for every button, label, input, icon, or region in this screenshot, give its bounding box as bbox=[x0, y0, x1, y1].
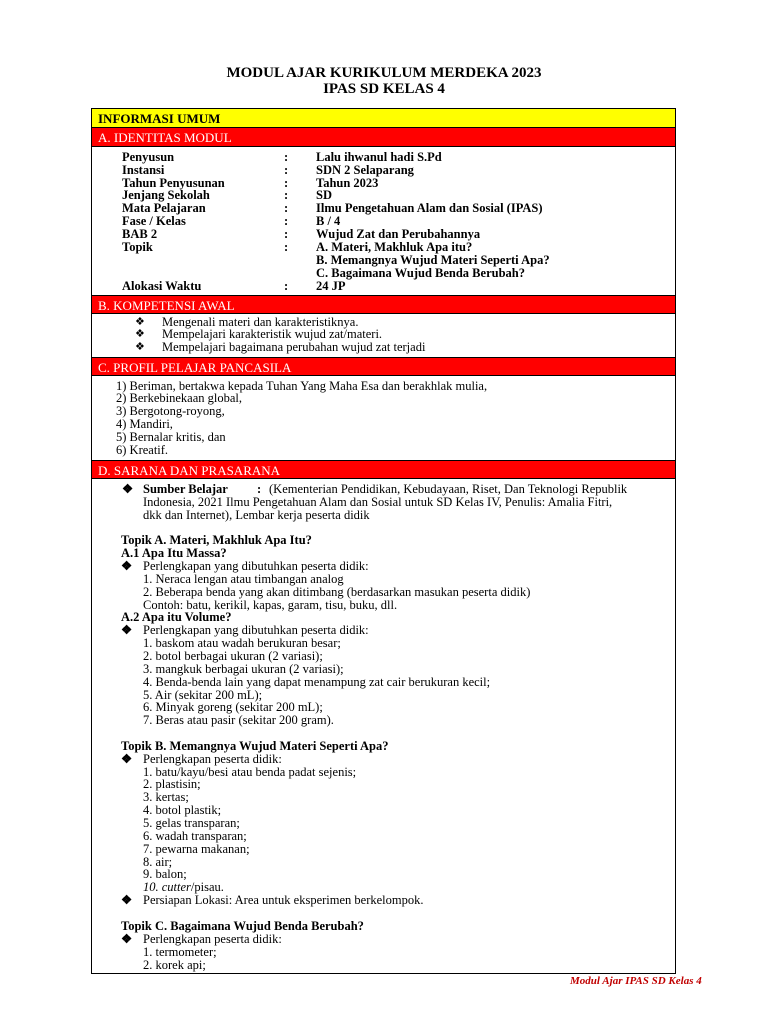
identitas-label: Fase / Kelas bbox=[122, 214, 186, 228]
cutter-rest-text: /pisau. bbox=[190, 880, 224, 894]
identitas-colon: : bbox=[284, 150, 289, 164]
identitas-label: Penyusun bbox=[122, 150, 175, 164]
bullet-icon: ❖ bbox=[121, 559, 133, 573]
list-item: Perlengkapan yang dibutuhkan peserta didik: bbox=[143, 623, 369, 637]
bullet-icon: ❖ bbox=[135, 316, 145, 328]
identitas-label: BAB 2 bbox=[122, 227, 158, 241]
identitas-label: Instansi bbox=[122, 163, 165, 177]
list-item: 6. Minyak goreng (sekitar 200 mL); bbox=[143, 700, 323, 714]
list-item: 3. mangkuk berbagai ukuran (2 variasi); bbox=[143, 662, 344, 676]
list-item: 9. balon; bbox=[143, 867, 187, 881]
bullet-icon: ❖ bbox=[121, 893, 133, 907]
identitas-colon: : bbox=[284, 176, 289, 190]
identitas-colon: : bbox=[284, 227, 289, 241]
list-item: Perlengkapan peserta didik: bbox=[143, 752, 282, 766]
list-item: 5. gelas transparan; bbox=[143, 816, 240, 830]
list-item: 1) Beriman, bertakwa kepada Tuhan Yang Maha Esa dan berakhlak mulia, bbox=[116, 379, 488, 393]
list-item: 4. botol plastik; bbox=[143, 803, 222, 817]
topik-b-title: Topik B. Memangnya Wujud Materi Seperti Apa? bbox=[121, 739, 389, 753]
identitas-colon: : bbox=[284, 279, 289, 293]
list-item: Mengenali materi dan karakteristiknya. bbox=[162, 315, 359, 329]
identitas-value: Lalu ihwanul hadi S.Pd bbox=[316, 150, 442, 164]
identitas-label: Jenjang Sekolah bbox=[122, 188, 210, 202]
cutter-italic-text: 10. cutter bbox=[143, 880, 191, 894]
page-footer: Modul Ajar IPAS SD Kelas 4 bbox=[570, 975, 702, 987]
list-item: 1. Neraca lengan atau timbangan analog bbox=[143, 572, 344, 586]
list-item: 5. Air (sekitar 200 mL); bbox=[143, 688, 263, 702]
topik-a2-title: A.2 Apa itu Volume? bbox=[121, 610, 232, 624]
list-item: 6) Kreatif. bbox=[116, 443, 169, 457]
sumber-label: Sumber Belajar bbox=[143, 482, 228, 496]
list-item: 2. botol berbagai ukuran (2 variasi); bbox=[143, 649, 323, 663]
list-item: 6. wadah transparan; bbox=[143, 829, 247, 843]
identitas-label: Mata Pelajaran bbox=[122, 201, 206, 215]
identitas-label: Tahun Penyusunan bbox=[122, 176, 225, 190]
list-item: 7. Beras atau pasir (sekitar 200 gram). bbox=[143, 713, 334, 727]
list-item: Contoh: batu, kerikil, kapas, garam, tisu, buku, dll. bbox=[143, 598, 398, 612]
identitas-value: B / 4 bbox=[316, 214, 341, 228]
identitas-colon: : bbox=[284, 163, 289, 177]
list-item: 8. air; bbox=[143, 855, 173, 869]
list-item: Mempelajari karakteristik wujud zat/materi. bbox=[162, 327, 383, 341]
identitas-value: Tahun 2023 bbox=[316, 176, 379, 190]
bullet-icon: ❖ bbox=[121, 932, 133, 946]
document-subtitle: IPAS SD KELAS 4 bbox=[323, 81, 445, 97]
identitas-label: Topik bbox=[122, 240, 153, 254]
list-item: 7. pewarna makanan; bbox=[143, 842, 250, 856]
identitas-value: Wujud Zat dan Perubahannya bbox=[316, 227, 481, 241]
sumber-text: (Kementerian Pendidikan, Kebudayaan, Riset, Dan Teknologi Republik bbox=[269, 482, 628, 496]
list-item: 1. batu/kayu/besi atau benda padat sejenis; bbox=[143, 765, 357, 779]
identitas-value: C. Bagaimana Wujud Benda Berubah? bbox=[316, 266, 525, 280]
document-title: MODUL AJAR KURIKULUM MERDEKA 2023 bbox=[226, 65, 542, 81]
list-item: Perlengkapan yang dibutuhkan peserta didik: bbox=[143, 559, 369, 573]
bullet-icon: ❖ bbox=[121, 623, 133, 637]
sumber-text: dkk dan Internet), Lembar kerja peserta didik bbox=[143, 508, 370, 522]
sumber-text: Indonesia, 2021 Ilmu Pengetahuan Alam dan Sosial untuk SD Kelas IV, Penulis: Amalia Fitri, bbox=[143, 495, 613, 509]
identitas-value: 24 JP bbox=[316, 279, 346, 293]
identitas-value: B. Memangnya Wujud Materi Seperti Apa? bbox=[316, 253, 550, 267]
identitas-value: Ilmu Pengetahuan Alam dan Sosial (IPAS) bbox=[316, 201, 543, 215]
list-item: 5) Bernalar kritis, dan bbox=[116, 430, 226, 444]
section-profil-pelajar: C. PROFIL PELAJAR PANCASILA bbox=[92, 357, 675, 376]
section-kompetensi-awal: B. KOMPETENSI AWAL bbox=[92, 295, 675, 314]
section-informasi-umum: INFORMASI UMUM bbox=[92, 109, 675, 128]
identitas-colon: : bbox=[284, 240, 289, 254]
section-sarana-prasarana: D. SARANA DAN PRASARANA bbox=[92, 460, 675, 479]
list-item: 2. korek api; bbox=[143, 958, 206, 972]
identitas-value: A. Materi, Makhluk Apa itu? bbox=[316, 240, 473, 254]
topik-a1-title: A.1 Apa Itu Massa? bbox=[121, 546, 227, 560]
section-identitas-modul: A. IDENTITAS MODUL bbox=[92, 128, 675, 147]
topik-c-title: Topik C. Bagaimana Wujud Benda Berubah? bbox=[121, 919, 364, 933]
identitas-label: Alokasi Waktu bbox=[122, 279, 202, 293]
list-item: 1. termometer; bbox=[143, 945, 217, 959]
list-item: 2) Berkebinekaan global, bbox=[116, 391, 242, 405]
list-item: 3. kertas; bbox=[143, 790, 189, 804]
list-item: 2. Beberapa benda yang akan ditimbang (berdasarkan masukan peserta didik) bbox=[143, 585, 531, 599]
bullet-icon: ❖ bbox=[121, 752, 133, 766]
identitas-colon: : bbox=[284, 188, 289, 202]
bullet-icon: ❖ bbox=[135, 341, 145, 353]
bullet-icon: ❖ bbox=[135, 328, 145, 340]
list-item: Persiapan Lokasi: Area untuk eksperimen berkelompok. bbox=[143, 893, 424, 907]
list-item: 3) Bergotong-royong, bbox=[116, 404, 225, 418]
list-item: 2. plastisin; bbox=[143, 777, 201, 791]
identitas-value: SDN 2 Selaparang bbox=[316, 163, 414, 177]
topik-a-title: Topik A. Materi, Makhluk Apa Itu? bbox=[121, 533, 312, 547]
bullet-icon: ❖ bbox=[122, 482, 134, 496]
sumber-colon: : bbox=[257, 482, 262, 496]
list-item: Mempelajari bagaimana perubahan wujud zat terjadi bbox=[162, 340, 426, 354]
identitas-colon: : bbox=[284, 201, 289, 215]
list-item: Perlengkapan peserta didik: bbox=[143, 932, 282, 946]
list-item: 4. Benda-benda lain yang dapat menampung zat cair berukuran kecil; bbox=[143, 675, 491, 689]
list-item: 1. baskom atau wadah berukuran besar; bbox=[143, 636, 341, 650]
list-item: 4) Mandiri, bbox=[116, 417, 173, 431]
identitas-colon: : bbox=[284, 214, 289, 228]
identitas-value: SD bbox=[316, 188, 332, 202]
